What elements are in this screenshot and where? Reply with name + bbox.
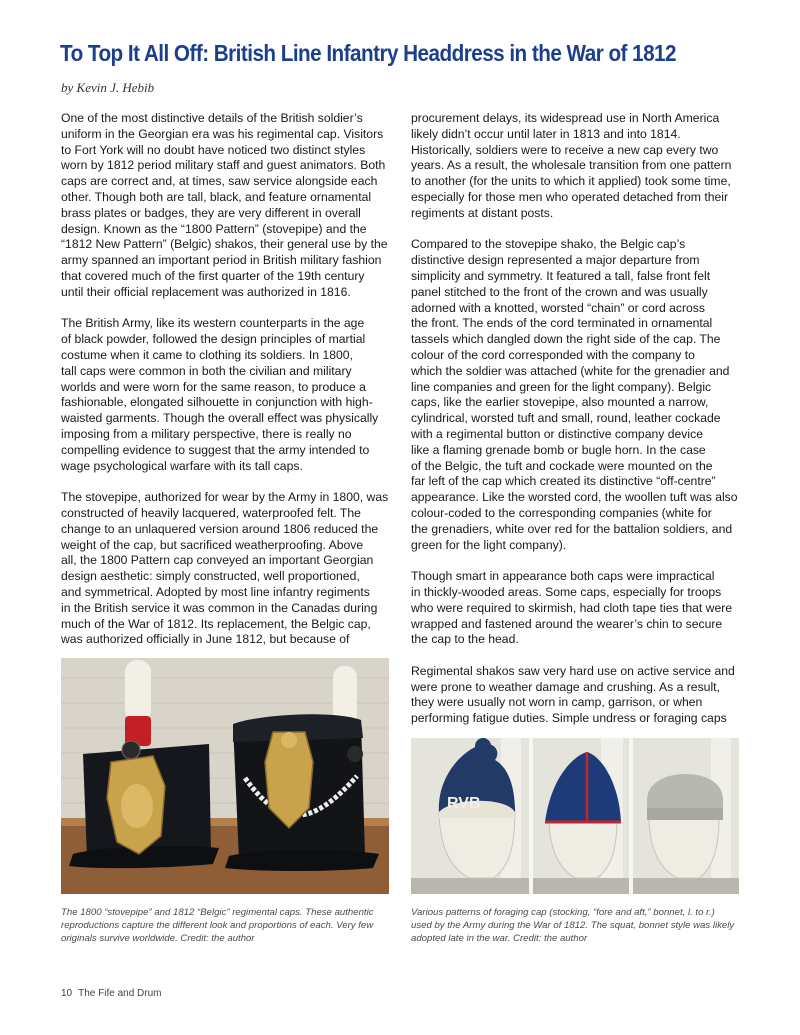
text-line: of black powder, followed the design principles of martial: [61, 332, 366, 347]
caption-line: adopted late in the war. Credit: the author: [411, 933, 588, 944]
page-number: 10: [61, 988, 73, 999]
text-line: panel stitched to the front of the crown and was usually: [411, 284, 708, 299]
text-line: cylindrical, worsted tuft and small, round, leather cockade: [411, 411, 721, 426]
forage-caps-illustration: [411, 738, 739, 894]
text-line: colour of the cord corresponded with the company to: [411, 347, 695, 362]
text-line: much of the War of 1812. Its replacement, the Belgic cap,: [61, 616, 371, 631]
text-line: worlds and were worn for the same reason, to produce a: [61, 379, 366, 394]
stovepipe-tuft: [125, 660, 151, 722]
left-photo-caption: [61, 906, 391, 945]
text-line: imposing from a military perspective, there is really no: [61, 426, 352, 441]
text-line: years. As a result, the wholesale transition from one pattern: [411, 158, 732, 173]
paragraph: [61, 316, 396, 474]
shakos-photo: [61, 658, 389, 894]
text-line: performing fatigue duties. Simple undress or foraging caps: [411, 711, 727, 726]
text-line: weight of the cap, but sacrificed weatherproofing. Above: [61, 537, 364, 552]
text-line: wage psychological warfare with its tall caps.: [61, 458, 303, 473]
text-line: other. Though both are tall, black, and feature ornamental: [61, 189, 372, 204]
right-photo-caption: [411, 906, 741, 945]
text-line: Historically, soldiers were to receive a new cap every two: [411, 142, 719, 157]
text-line: caps, like the earlier stovepipe, also mounted a narrow,: [411, 395, 709, 410]
text-line: uniform in the Georgian era was his regimental cap. Visitors: [61, 126, 384, 141]
text-line: to another (for the units to which it applied) took some time,: [411, 174, 731, 189]
text-line: all, the 1800 Pattern cap conveyed an important Georgian: [61, 553, 374, 568]
text-line: simplicity and symmetry. It featured a tall, false front felt: [411, 268, 711, 283]
caption-line: originals survive worldwide. Credit: the author: [61, 933, 255, 944]
text-line: with a regimental button or distinctive company device: [411, 426, 703, 441]
caption-line: reproductions capture the different look and proportions of each. Very few: [61, 920, 374, 931]
text-line: army spanned an important period in British military fashion: [61, 253, 382, 268]
text-line: costume when it came to clothing its soldiers. In 1800,: [61, 347, 353, 362]
text-line: like a flaming grenade bomb or bugle horn. In the case: [411, 442, 706, 457]
text-line: Though smart in appearance both caps were impractical: [411, 569, 715, 584]
text-line: to Fort York will no doubt have noticed two distinct styles: [61, 142, 366, 157]
text-line: far left of the cap which created its distinctive “off-centre”: [411, 474, 716, 489]
text-line: wrapped and fastened around the wearer’s chin to secure: [411, 616, 723, 631]
text-line: tassels which dangled down the right side of the cap. The: [411, 332, 721, 347]
paragraph: [61, 490, 396, 648]
text-line: who were required to skirmish, had cloth tape ties that were: [411, 600, 733, 615]
text-line: distinctive design represented a major departure from: [411, 253, 700, 268]
text-line: The British Army, like its western counterparts in the age: [61, 316, 365, 331]
text-line: The stovepipe, authorized for wear by the Army in 1800, was: [61, 490, 389, 505]
paragraph: [411, 569, 746, 648]
text-line: was authorized officially in June 1812, but because of: [61, 632, 350, 647]
publication-name: The Fife and Drum: [78, 988, 162, 999]
shakos-illustration: [61, 658, 389, 894]
text-line: especially for those men who operated detached from their: [411, 189, 729, 204]
article-byline: by Kevin J. Hebib: [61, 80, 155, 95]
text-line: that covered much of the first quarter of the 19th century: [61, 268, 365, 283]
text-line: of the Belgic, the tuft and cockade were mounted on the: [411, 458, 713, 473]
text-line: line companies and green for the light company). Belgic: [411, 379, 712, 394]
text-line: in thickly-wooded areas. Some caps, especially for troops: [411, 584, 722, 599]
left-column: [61, 111, 396, 648]
text-line: were prone to weather damage and crushing. As a result,: [411, 679, 720, 694]
text-line: the front. The ends of the cord terminated in ornamental: [411, 316, 713, 331]
text-line: likely didn’t occur until later in 1813 and into 1814.: [411, 126, 681, 141]
text-line: in the British service it was common in the Canadas during: [61, 600, 378, 615]
text-line: they were usually not worn in camp, garrison, or when: [411, 695, 703, 710]
page-footer: [61, 988, 168, 999]
text-line: caps are correct and, at times, saw service alongside each: [61, 174, 378, 189]
text-line: constructed of heavily lacquered, waterproofed felt. The: [61, 505, 361, 520]
text-line: “1812 New Pattern” (Belgic) shakos, their general use by the: [61, 237, 388, 252]
text-line: design. Known as the “1800 Pattern” (stovepipe) and the: [61, 221, 367, 236]
paragraph: [411, 664, 746, 727]
text-line: fashionable, elongated silhouette in conjunction with high-: [61, 395, 373, 410]
text-line: the grenadiers, white over red for the battalion soldiers, and: [411, 521, 733, 536]
paragraph: [61, 111, 396, 301]
text-line: Regimental shakos saw very hard use on active service and: [411, 663, 735, 678]
text-line: worn by 1812 period military staff and guest animators. Both: [61, 158, 386, 173]
text-line: which the soldier was attached (white for the grenadier and: [411, 363, 730, 378]
text-line: waisted garments. Though the overall effect was physically: [61, 411, 379, 426]
paragraph: [411, 237, 746, 553]
text-line: Compared to the stovepipe shako, the Belgic cap’s: [411, 237, 686, 252]
text-line: and symmetrical. Adopted by most line infantry regiments: [61, 584, 370, 599]
text-line: tall caps were common in both the civilian and military: [61, 363, 352, 378]
text-line: regiments at distant posts.: [411, 205, 554, 220]
text-line: appearance. Like the worsted cord, the woollen tuft was also: [411, 490, 738, 505]
text-line: One of the most distinctive details of the British soldier’s: [61, 111, 363, 125]
text-line: brass plates or badges, they are very different in overall: [61, 205, 361, 220]
article-title: To Top It All Off: British Line Infantry Headdress in the War of 1812: [60, 40, 677, 66]
caption-line: used by the Army during the War of 1812. The squat, bonnet style was likely: [411, 920, 735, 931]
paragraph: [411, 111, 746, 222]
text-line: change to an unlaquered version around 1806 reduced the: [61, 521, 379, 536]
text-line: procurement delays, its widespread use in North America: [411, 111, 720, 125]
text-line: the cap to the head.: [411, 632, 519, 647]
forage-caps-photo: [411, 738, 739, 894]
text-line: green for the light company).: [411, 537, 567, 552]
text-line: design aesthetic: simply constructed, well proportioned,: [61, 569, 360, 584]
cap-letters: RVB: [447, 795, 481, 812]
text-line: until their official replacement was authorized in 1816.: [61, 284, 351, 299]
text-line: compelling evidence to suggest that the army intended to: [61, 442, 370, 457]
right-column: [411, 111, 746, 727]
text-line: adorned with a knotted, worsted “chain” or cord across: [411, 300, 705, 315]
caption-line: Various patterns of foraging cap (stocking, “fore and aft,” bonnet, l. to r.): [411, 907, 715, 918]
caption-line: The 1800 “stovepipe” and 1812 “Belgic” regimental caps. These authentic: [61, 907, 374, 918]
text-line: colour-coded to the corresponding companies (white for: [411, 505, 712, 520]
